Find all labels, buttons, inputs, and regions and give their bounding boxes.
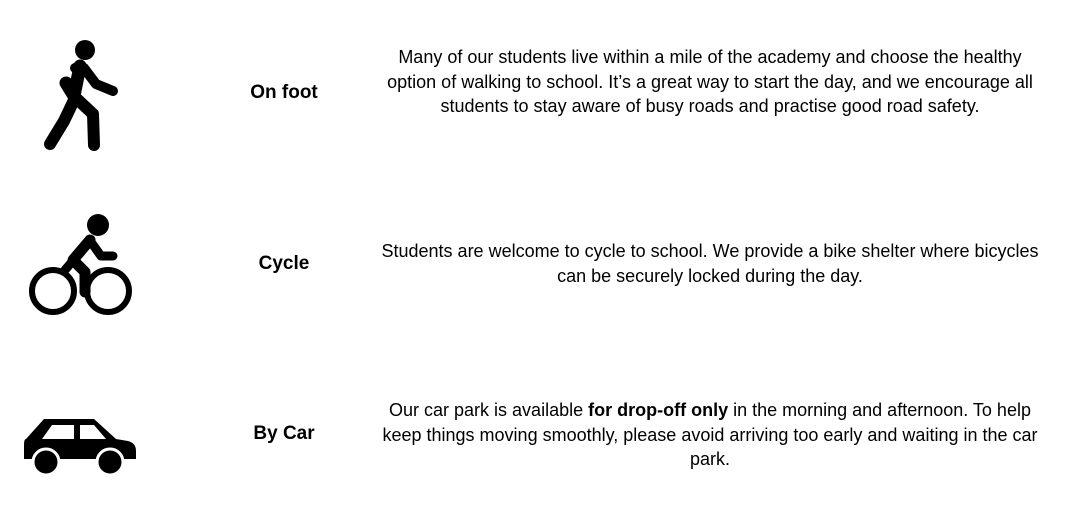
mode-description-by-car — [380, 398, 1040, 472]
cyclist-icon — [20, 208, 140, 320]
description-text-start: Our car park is available — [389, 400, 589, 420]
mode-label-on-foot: On foot — [250, 82, 318, 103]
description-emphasis: for drop-off only — [588, 400, 729, 420]
car-icon — [20, 410, 140, 482]
walking-person-icon — [20, 38, 140, 154]
mode-description-cycle: Students are welcome to cycle to school. We provide a bike shelter where bicycles can be securely locked during the day. — [381, 241, 1039, 286]
description-text-end: in the morning and afternoon. To help keep things moving smoothly, please avoid arriving too early and waiting in the car park. — [382, 400, 1038, 469]
mode-description-on-foot: Many of our students live within a mile of the academy and choose the healthy option of walking to school. It’s a great way to start the day, and we encourage all students to stay aware of busy roads and practise good road safety. — [387, 47, 1033, 116]
mode-label-cycle: Cycle — [258, 253, 310, 274]
mode-label-by-car: By Car — [253, 423, 315, 444]
